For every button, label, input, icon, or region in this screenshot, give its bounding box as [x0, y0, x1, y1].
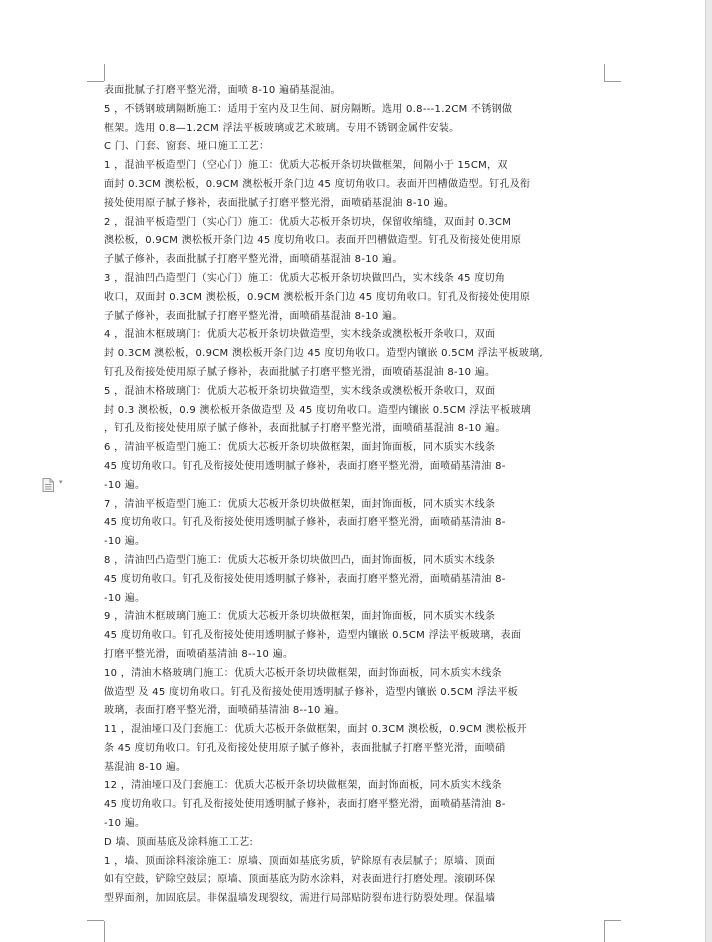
text-line: 12 ，清油垭口及门套施工：优质大芯板开条切块做框架，面封饰面板，同木质实木线条	[104, 780, 502, 792]
text-line: -10 遍。	[104, 818, 146, 830]
text-line: 7 ，清油平板造型门施工：优质大芯板开条切块做框架，面封饰面板，同木质实木线条	[104, 498, 496, 510]
text-line: 45 度切角收口。钉孔及衔接处使用透明腻子修补，表面打磨平整光滑，面喷硝基清油 8-	[104, 799, 506, 811]
text-line: 玻璃，表面打磨平整光滑，面喷硝基清油 8--10 遍。	[104, 705, 345, 717]
text-line: 4 ，混油木框玻璃门：优质大芯板开条切块做造型，实木线条或澳松板开条收口，双面	[104, 329, 496, 341]
text-line: 8 ，清油凹凸造型门施工：优质大芯板开条切块做凹凸，面封饰面板，同木质实木线条	[104, 554, 496, 566]
text-line: 子腻子修补，表面批腻子打磨平整光滑，面喷硝基混油 8-10 遍。	[104, 254, 403, 266]
text-line: 10 ，清油木格玻璃门施工：优质大芯板开条切块做框架，面封饰面板，同木质实木线条	[104, 667, 502, 679]
text-line: 45 度切角收口。钉孔及衔接处使用透明腻子修补，表面打磨平整光滑，面喷硝基清油 8-	[104, 460, 506, 472]
text-line: 基混油 8-10 遍。	[104, 761, 187, 773]
text-line: 45 度切角收口。钉孔及衔接处使用透明腻子修补，造型内镶嵌 0.5CM 浮法平板玻璃，表面	[104, 630, 522, 642]
text-line: -10 遍。	[104, 536, 146, 548]
text-line: -10 遍。	[104, 479, 146, 491]
text-line: 如有空鼓，铲除空鼓层；原墙、顶面基底为防水涂料，对表面进行打磨处理。滚刷环保	[104, 874, 496, 886]
text-line: D 墙、顶面基底及涂料施工工艺:	[104, 836, 254, 848]
text-line: 面封 0.3CM 澳松板，0.9CM 澳松板开条门边 45 度切角收口。表面开凹槽做造型。钉孔及衔	[104, 178, 531, 190]
text-line: 1 ，混油平板造型门（空心门）施工：优质大芯板开条切块做框架，间隔小于 15CM，双	[104, 160, 508, 172]
text-line: 2 ，混油平板造型门（实心门）施工：优质大芯板开条切块，保留收缩缝，双面封 0.3CM	[104, 216, 512, 228]
text-line: 子腻子修补，表面批腻子打磨平整光滑，面喷硝基混油 8-10 遍。	[104, 310, 403, 322]
text-line: 表面批腻子打磨平整光滑，面喷 8-10 遍硝基混油。	[104, 85, 341, 96]
text-line: 封 0.3CM 澳松板，0.9CM 澳松板开条门边 45 度切角收口。造型内镶嵌 0.5CM 浮法平板玻璃,	[104, 348, 543, 360]
text-line: 封 0.3 澳松板，0.9 澳松板开条做造型 及 45 度切角收口。造型内镶嵌 0.5CM 浮法平板玻璃	[104, 404, 532, 416]
document-body	[104, 82, 560, 909]
scrollbar[interactable]	[705, 0, 712, 942]
text-line: 45 度切角收口。钉孔及衔接处使用透明腻子修补，表面打磨平整光滑，面喷硝基清油 8-	[104, 573, 506, 585]
text-line: 5 ，不锈钢玻璃隔断施工：适用于室内及卫生间、厨房隔断。选用 0.8---1.2CM 不锈钢做	[104, 103, 513, 115]
text-line: 6 ，清油平板造型门施工：优质大芯板开条切块做框架，面封饰面板，同木质实木线条	[104, 442, 496, 454]
text-line: 3 ，混油凹凸造型门（实心门）施工：优质大芯板开条切块做凹凸，实木线条 45 度切角	[104, 272, 506, 284]
text-line: 收口，双面封 0.3CM 澳松板，0.9CM 澳松板开条门边 45 度切角收口。钉孔及衔接处使用原	[104, 291, 531, 303]
text-line: 打磨平整光滑，面喷硝基清油 8--10 遍。	[104, 648, 294, 660]
text-line: 45 度切角收口。钉孔及衔接处使用透明腻子修补，表面打磨平整光滑，面喷硝基清油 8-	[104, 517, 506, 529]
text-line: 5 ，混油木格玻璃门：优质大芯板开条切块做造型，实木线条或澳松板开条收口，双面	[104, 385, 496, 397]
text-line: 框架。选用 0.8—1.2CM 浮法平板玻璃或艺术玻璃。专用不锈钢金属件安装。	[104, 122, 460, 134]
text-line: 9 ，清油木框玻璃门施工：优质大芯板开条切块做框架，面封饰面板，同木质实木线条	[104, 611, 496, 623]
text-line: C 门、门套、窗套、垭口施工工艺：	[104, 141, 270, 153]
document-icon[interactable]	[42, 477, 54, 491]
text-line: 做造型 及 45 度切角收口。钉孔及衔接处使用透明腻子修补，造型内镶嵌 0.5CM 浮法平板	[104, 686, 518, 698]
text-line: -10 遍。	[104, 592, 146, 604]
text-line: 澳松板，0.9CM 澳松板开条门边 45 度切角收口。表面开凹槽做造型。钉孔及衔接处使用原	[104, 235, 522, 247]
text-line: ，钉孔及衔接处使用原子腻子修补，表面批腻子打磨平整光滑，面喷硝基混油 8-10 遍。	[104, 423, 506, 435]
text-line: 型界面剂，加固底层。非保温墙发现裂纹，需进行局部贴防裂布进行防裂处理。保温墙	[104, 893, 496, 905]
chevron-down-icon[interactable]: ▾	[59, 478, 63, 486]
text-line: 11 ，混油垭口及门套施工：优质大芯板开条做框架，面封 0.3CM 澳松板，0.9CM 澳松板开	[104, 724, 527, 736]
text-line: 条 45 度切角收口。钉孔及衔接处使用原子腻子修补，表面批腻子打磨平整光滑，面喷硝	[104, 742, 506, 754]
text-line: 1 ，墙、顶面涂料滚涂施工：原墙、顶面如基底劣质，铲除原有表层腻子；原墙、顶面	[104, 855, 496, 867]
text-line: 钉孔及衔接处使用原子腻子修补，表面批腻子打磨平整光滑，面喷硝基混油 8-10 遍。	[104, 366, 496, 378]
text-line: 接处使用原子腻子修补，表面批腻子打磨平整光滑，面喷硝基混油 8-10 遍。	[104, 197, 455, 209]
